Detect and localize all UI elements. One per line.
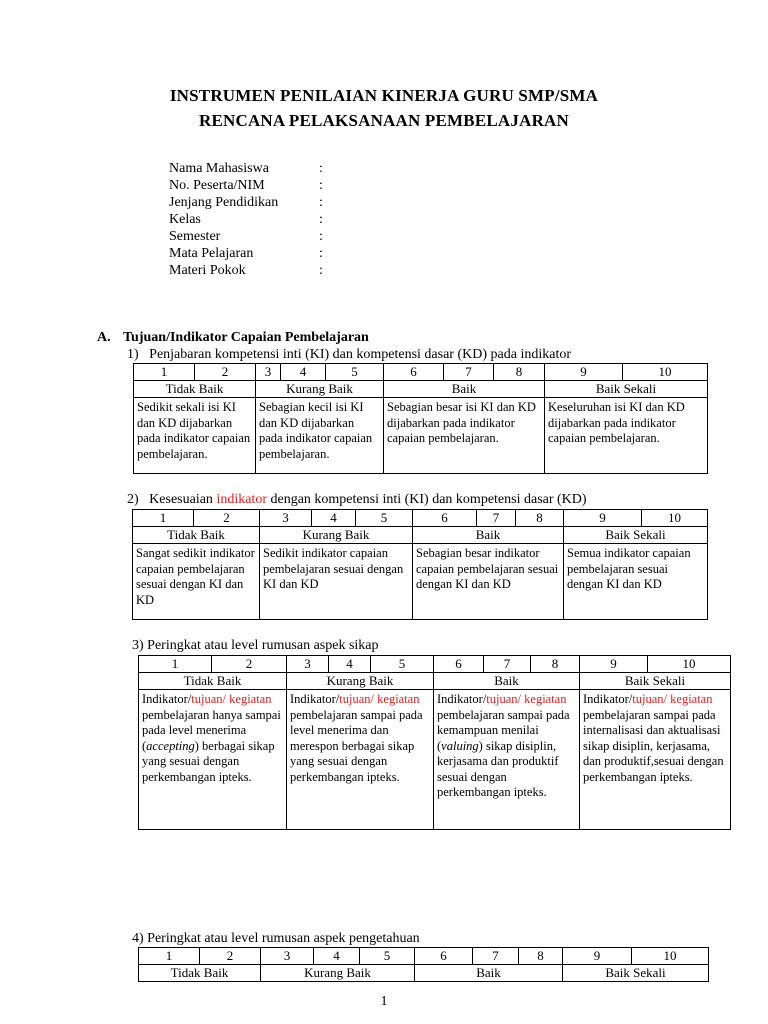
item-title-text: Peringkat atau level rumusan aspek sikap — [147, 638, 379, 653]
item-number: 3) — [132, 638, 144, 653]
category-cell: Tidak Baik — [139, 673, 287, 690]
info-row — [169, 194, 329, 211]
score-row — [139, 948, 709, 965]
rubric-table — [138, 655, 731, 830]
info-label: Semester — [169, 229, 221, 244]
score-cell: 5 — [326, 364, 384, 381]
rubric-table — [138, 947, 709, 982]
info-row — [169, 177, 329, 194]
score-cell: 9 — [580, 656, 648, 673]
descriptor-row — [133, 544, 708, 620]
descriptor-cell: Sebagian besar indikator capaian pembelajaran sesuai dengan KI dan KD — [413, 544, 564, 620]
info-label: Materi Pokok — [169, 263, 246, 278]
category-cell: Baik — [415, 965, 563, 982]
category-cell: Baik Sekali — [545, 381, 708, 398]
category-row — [133, 527, 708, 544]
info-label: No. Peserta/NIM — [169, 178, 265, 193]
section-heading — [97, 330, 369, 346]
score-cell: 3 — [287, 656, 329, 673]
score-cell: 4 — [281, 364, 326, 381]
info-colon: : — [319, 195, 323, 210]
score-cell: 1 — [139, 656, 212, 673]
score-cell: 7 — [484, 656, 531, 673]
descriptor-cell — [434, 690, 580, 830]
desc-highlight: kegiatan — [229, 692, 272, 706]
desc-highlight: tujuan/ — [339, 692, 375, 706]
info-label: Jenjang Pendidikan — [169, 195, 279, 210]
item-number: 4) — [132, 931, 144, 946]
descriptor-cell — [580, 690, 731, 830]
desc-text: pembelajaran hanya sampai pada level menerima ( — [142, 707, 281, 753]
score-cell: 10 — [648, 656, 731, 673]
category-cell: Baik Sekali — [564, 527, 708, 544]
info-colon: : — [319, 212, 323, 227]
desc-highlight: tujuan/ — [486, 692, 522, 706]
score-cell: 5 — [360, 948, 415, 965]
score-cell: 4 — [329, 656, 371, 673]
category-cell: Baik Sekali — [563, 965, 709, 982]
score-cell: 2 — [200, 948, 261, 965]
desc-term: valuing — [441, 738, 479, 753]
score-cell: 2 — [212, 656, 287, 673]
desc-term: accepting — [146, 738, 195, 753]
score-cell: 8 — [516, 510, 564, 527]
category-cell: Kurang Baik — [261, 965, 415, 982]
score-cell: 7 — [477, 510, 516, 527]
category-cell: Baik — [384, 381, 545, 398]
score-cell: 1 — [133, 510, 194, 527]
score-cell: 9 — [564, 510, 642, 527]
category-cell: Kurang Baik — [287, 673, 434, 690]
desc-prefix: Indikator/ — [142, 692, 192, 706]
score-cell: 1 — [139, 948, 200, 965]
category-cell: Baik — [434, 673, 580, 690]
info-label: Nama Mahasiswa — [169, 161, 269, 176]
score-cell: 6 — [413, 510, 477, 527]
desc-highlight: kegiatan — [377, 692, 420, 706]
page-number: 1 — [380, 994, 388, 1009]
document-subtitle: RENCANA PELAKSANAAN PEMBELAJARAN — [198, 111, 570, 130]
info-colon: : — [319, 263, 323, 278]
descriptor-cell: Sebagian kecil isi KI dan KD dijabarkan pada indikator capaian pembelajaran. — [256, 398, 384, 474]
document-title: INSTRUMEN PENILAIAN KINERJA GURU SMP/SMA — [169, 86, 599, 105]
desc-text: ) berbagai sikap yang sesuai dengan perkembangan ipteks. — [142, 738, 275, 784]
rubric-table — [132, 509, 708, 620]
category-cell: Kurang Baik — [260, 527, 413, 544]
info-row — [169, 211, 329, 228]
category-row — [134, 381, 708, 398]
score-cell: 4 — [312, 510, 356, 527]
desc-highlight: kegiatan — [670, 692, 713, 706]
score-cell: 3 — [256, 364, 281, 381]
item-title — [132, 638, 379, 654]
score-cell: 9 — [563, 948, 632, 965]
desc-prefix: Indikator/ — [583, 692, 633, 706]
descriptor-row — [139, 690, 731, 830]
score-cell: 10 — [642, 510, 708, 527]
category-cell: Tidak Baik — [134, 381, 256, 398]
info-colon: : — [319, 246, 323, 261]
desc-text: pembelajaran sampai pada level menerima dan merespon berbagai sikap yang sesuai dengan perkembangan ipteks. — [290, 707, 423, 784]
info-row — [169, 245, 329, 262]
score-cell: 7 — [473, 948, 519, 965]
item-title-text: Penjabaran kompetensi inti (KI) dan kompetensi dasar (KD) pada indikator — [149, 347, 571, 362]
score-cell: 2 — [195, 364, 256, 381]
score-row — [139, 656, 731, 673]
desc-highlight: kegiatan — [524, 692, 567, 706]
descriptor-row — [134, 398, 708, 474]
score-cell: 8 — [494, 364, 545, 381]
info-colon: : — [319, 229, 323, 244]
section-title: Tujuan/Indikator Capaian Pembelajaran — [123, 330, 369, 345]
item-title-text: Peringkat atau level rumusan aspek pengetahuan — [147, 931, 420, 946]
desc-text: ) sikap disiplin, kerjasama dan produktif sesuai dengan perkembangan ipteks. — [437, 738, 559, 799]
desc-text: pembelajaran sampai pada internalisasi dan aktualisasi sikap disiplin, kerjasama, dan produktif,sesuai dengan perkembangan ipteks. — [583, 707, 724, 784]
score-cell: 6 — [384, 364, 444, 381]
category-cell: Kurang Baik — [256, 381, 384, 398]
score-cell: 1 — [134, 364, 195, 381]
score-cell: 8 — [519, 948, 563, 965]
desc-prefix: Indikator/ — [290, 692, 340, 706]
score-cell: 8 — [531, 656, 580, 673]
score-cell: 10 — [632, 948, 709, 965]
info-row — [169, 262, 329, 279]
descriptor-cell: Keseluruhan isi KI dan KD dijabarkan pada indikator capaian pembelajaran. — [545, 398, 708, 474]
category-cell: Tidak Baik — [133, 527, 260, 544]
score-cell: 9 — [545, 364, 623, 381]
item-number: 1) — [127, 347, 139, 362]
descriptor-cell — [287, 690, 434, 830]
desc-prefix: Indikator/ — [437, 692, 487, 706]
item-title-highlight: indikator — [216, 492, 267, 507]
info-colon: : — [319, 161, 323, 176]
descriptor-cell: Sedikit sekali isi KI dan KD dijabarkan pada indikator capaian pembelajaran. — [134, 398, 256, 474]
score-cell: 2 — [194, 510, 260, 527]
category-cell: Baik — [413, 527, 564, 544]
item-title-text: Kesesuaian — [149, 492, 217, 507]
item-title — [127, 492, 587, 508]
score-cell: 5 — [356, 510, 413, 527]
item-title — [132, 931, 420, 947]
score-cell: 10 — [623, 364, 708, 381]
section-letter: A. — [97, 330, 111, 345]
descriptor-cell: Semua indikator capaian pembelajaran sesuai dengan KI dan KD — [564, 544, 708, 620]
identity-fields — [169, 160, 329, 279]
desc-text: pembelajaran sampai pada kemampuan menilai ( — [437, 707, 570, 753]
info-row — [169, 160, 329, 177]
score-cell: 7 — [444, 364, 494, 381]
descriptor-cell: Sangat sedikit indikator capaian pembelajaran sesuai dengan KI dan KD — [133, 544, 260, 620]
descriptor-cell: Sedikit indikator capaian pembelajaran sesuai dengan KI dan KD — [260, 544, 413, 620]
item-number: 2) — [127, 492, 139, 507]
info-row — [169, 228, 329, 245]
info-colon: : — [319, 178, 323, 193]
score-cell: 3 — [261, 948, 314, 965]
item-title-text: dengan kompetensi inti (KI) dan kompetensi dasar (KD) — [266, 492, 587, 507]
desc-highlight: tujuan/ — [632, 692, 668, 706]
info-label: Mata Pelajaran — [169, 246, 254, 261]
category-cell: Baik Sekali — [580, 673, 731, 690]
category-row — [139, 673, 731, 690]
desc-highlight: tujuan/ — [191, 692, 227, 706]
item-title — [127, 347, 571, 363]
descriptor-cell — [139, 690, 287, 830]
category-row — [139, 965, 709, 982]
rubric-table — [133, 363, 708, 474]
category-cell: Tidak Baik — [139, 965, 261, 982]
score-cell: 3 — [260, 510, 312, 527]
score-row — [133, 510, 708, 527]
score-cell: 6 — [415, 948, 473, 965]
score-cell: 5 — [371, 656, 434, 673]
score-cell: 4 — [314, 948, 360, 965]
score-cell: 6 — [434, 656, 484, 673]
descriptor-cell: Sebagian besar isi KI dan KD dijabarkan pada indikator capaian pembelajaran. — [384, 398, 545, 474]
score-row — [134, 364, 708, 381]
info-label: Kelas — [169, 212, 201, 227]
